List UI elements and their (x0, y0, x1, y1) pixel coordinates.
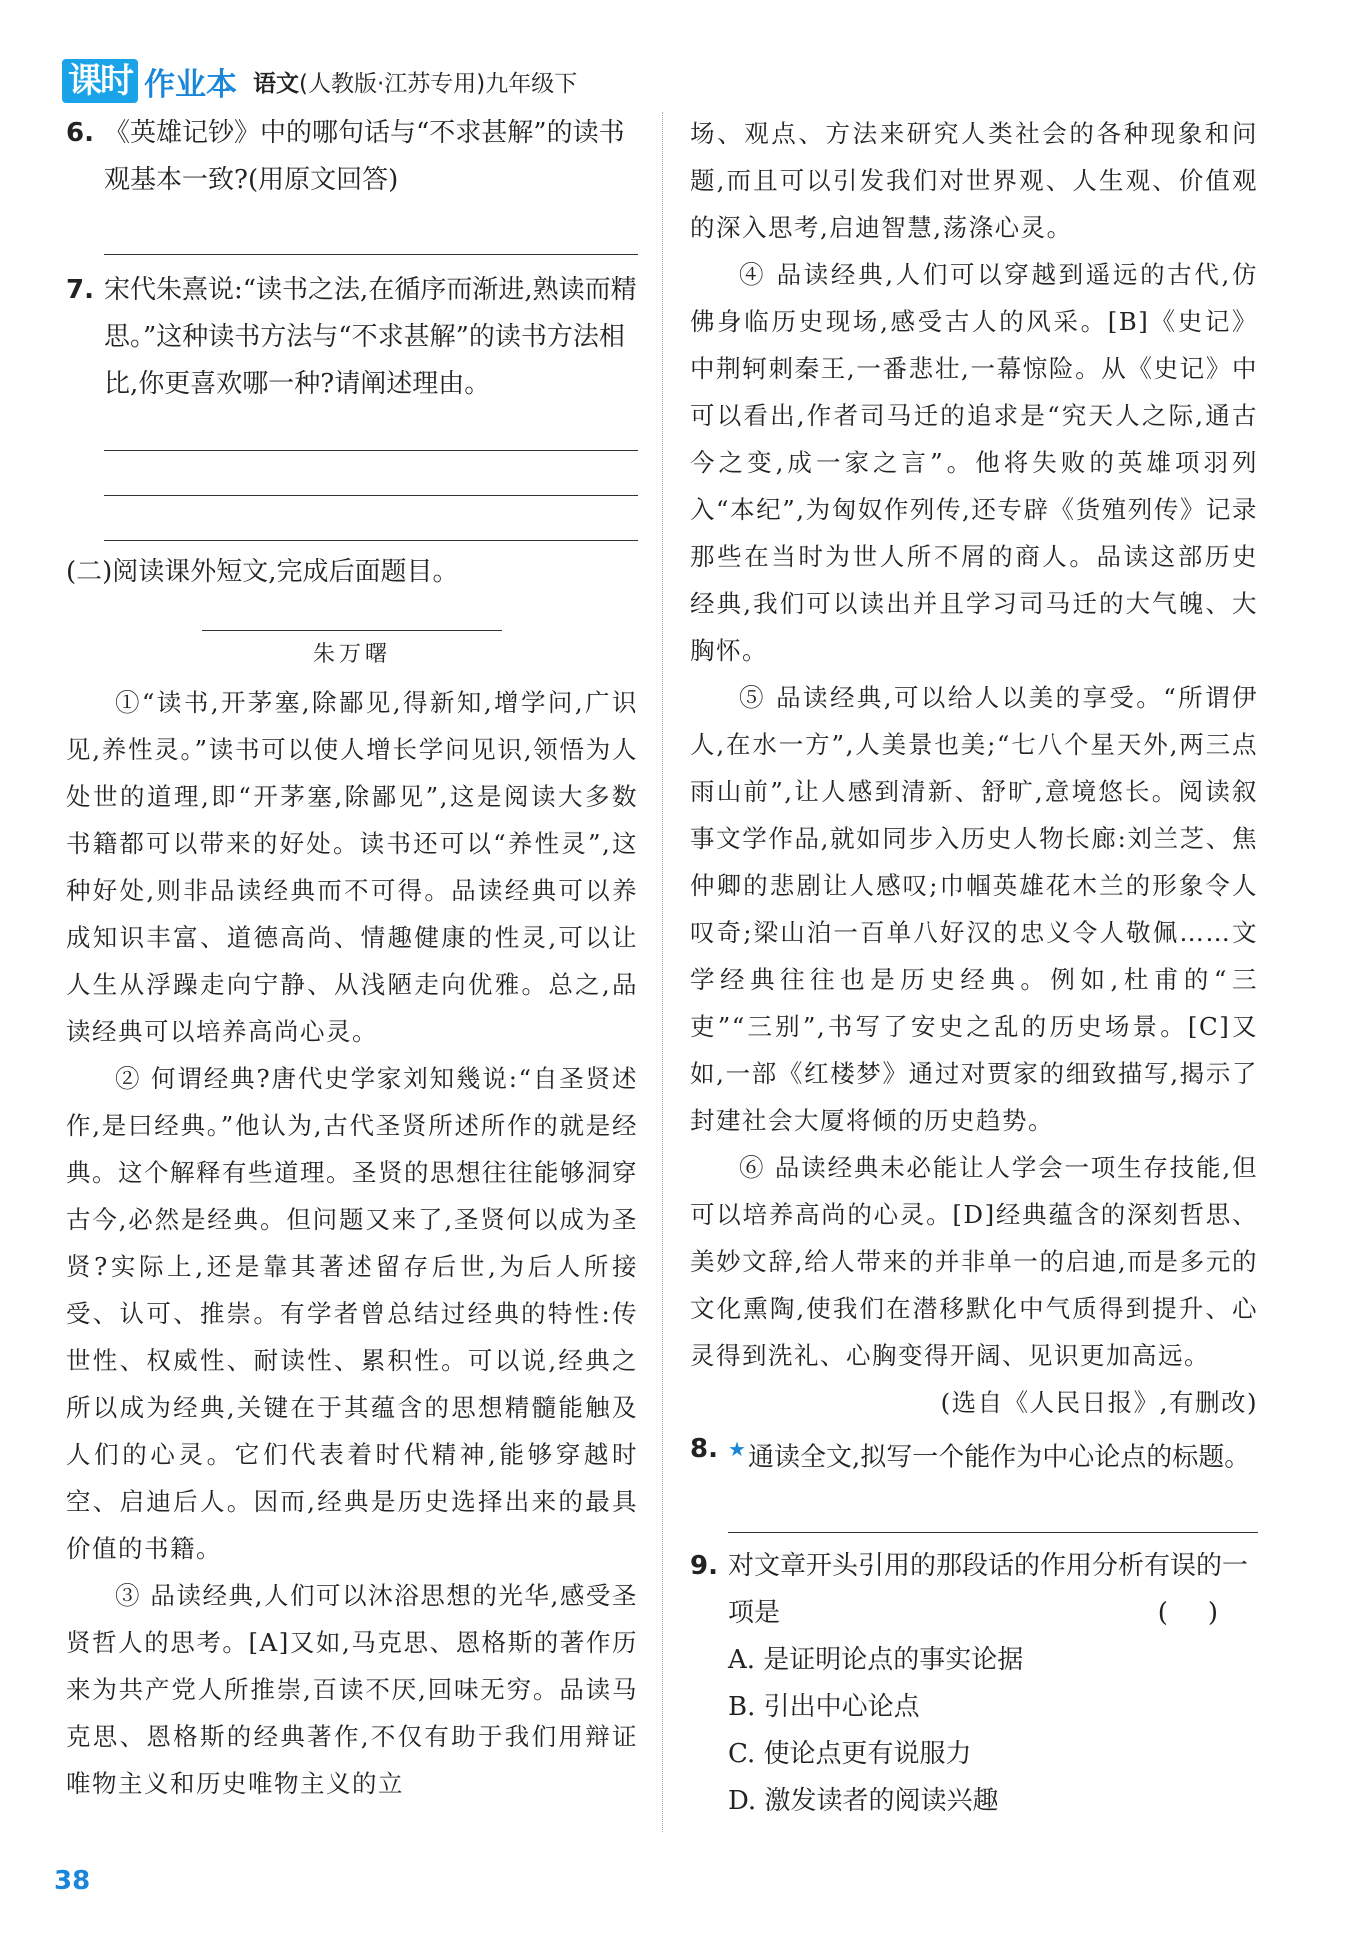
column-divider (662, 112, 663, 1832)
answer-line[interactable] (104, 451, 638, 496)
question-text: 《英雄记钞》中的哪句话与“不求甚解”的读书观基本一致?(用原文回答) (104, 118, 625, 195)
question-8 (690, 1426, 1258, 1482)
question-text: 宋代朱熹说:“读书之法,在循序而渐进,熟读而精思。”这种读书方法与“不求甚解”的读书方法相比,你更喜欢哪一种?请阐述理由。 (104, 275, 637, 399)
article-paragraph-5: ⑤ 品读经典,可以给人以美的享受。“所谓伊人,在水一方”,人美景也美;“七八个星天外,两三点雨山前”,让人感到清新、舒旷,意境悠长。阅读叙事文学作品,就如同步入历史人物长廊:刘兰芝、焦仲卿的悲剧让人感叹;巾帼英雄花木兰的形象令人叹奇;梁山泊一百单八好汉的忠义令人敬佩……文学经典往往也是历史经典。例如,杜甫的“三吏”“三别”,书写了安史之乱的历史场景。[C]又如,一部《红楼梦》通过对贾家的细致描写,揭示了封建社会大厦将倾的历史趋势。 (690, 683, 1258, 1135)
left-column (66, 110, 638, 1807)
question-text: 通读全文,拟写一个能作为中心论点的标题。 (747, 1442, 1251, 1473)
subject-edition: (人教版·江苏专用)九年级下 (299, 70, 578, 97)
answer-line[interactable] (104, 408, 638, 451)
question-7 (66, 267, 638, 408)
article-paragraph-2: ② 何谓经典?唐代史学家刘知幾说:“自圣贤述作,是曰经典。”他认为,古代圣贤所述所作的就是经典。这个解释有些道理。圣贤的思想往往能够洞穿古今,必然是经典。但问题又来了,圣贤何以成为圣贤?实际上,还是靠其著述留存后世,为后人所接受、认可、推崇。有学者曾总结过经典的特性:传世性、权威性、耐读性、累积性。可以说,经典之所以成为经典,关键在于其蕴含的思想精髓能触及人们的心灵。它们代表着时代精神,能够穿越时空、启迪后人。因而,经典是历史选择出来的最具价值的书籍。 (66, 1064, 638, 1563)
article-author: 朱万曙 (312, 642, 391, 667)
question-number: 7. (66, 275, 94, 305)
page-number: 38 (54, 1866, 91, 1896)
option-c[interactable]: C. 使论点更有说服力 (728, 1738, 972, 1769)
brand-word: 作业本 (144, 66, 237, 103)
article-paragraph-4: ④ 品读经典,人们可以穿越到遥远的古代,仿佛身临历史现场,感受古人的风采。[B]《史记》中荆轲刺秦王,一番悲壮,一幕惊险。从《史记》中可以看出,作者司马迁的追求是“究天人之际,通古今之变,成一家之言”。他将失败的英雄项羽列入“本纪”,为匈奴作列传,还专辟《货殖列传》记录那些在当时为世人所不屑的商人。品读这部历史经典,我们可以读出并且学习司马迁的大气魄、大胸怀。 (690, 260, 1258, 665)
answer-line[interactable] (104, 496, 638, 541)
title-blank-line[interactable] (202, 610, 502, 631)
right-column (690, 110, 1258, 1825)
article-source: (选自《人民日报》,有删改) (940, 1388, 1258, 1417)
question-number: 6. (66, 118, 94, 148)
question-6 (66, 110, 638, 204)
answer-line[interactable] (728, 1482, 1258, 1533)
brand-logo: 课时 (62, 59, 138, 103)
subject-name: 语文 (253, 70, 299, 97)
article-paragraph-3-continued: 场、观点、方法来研究人类社会的各种现象和问题,而且可以引发我们对世界观、人生观、价值观的深入思考,启迪智慧,荡涤心灵。 (690, 119, 1258, 242)
option-a[interactable]: A. 是证明论点的事实论据 (728, 1644, 1024, 1675)
article-paragraph-3: ③ 品读经典,人们可以沐浴思想的光华,感受圣贤哲人的思考。[A]又如,马克思、恩格斯的著作历来为共产党人所推崇,百读不厌,回味无穷。品读马克思、恩格斯的经典著作,不仅有助于我们用辩证唯物主义和历史唯物主义的立 (66, 1581, 638, 1798)
answer-bracket[interactable]: () (1157, 1597, 1258, 1628)
answer-line[interactable] (104, 204, 638, 255)
option-b[interactable]: B. 引出中心论点 (728, 1691, 920, 1722)
question-number: 8. (690, 1434, 718, 1464)
page-header (62, 58, 577, 104)
subject-label (253, 65, 577, 98)
question-number: 9. (690, 1550, 718, 1581)
article-paragraph-1: ①“读书,开茅塞,除鄙见,得新知,增学问,广识见,养性灵。”读书可以使人增长学问见识,领悟为人处世的道理,即“开茅塞,除鄙见”,这是阅读大多数书籍都可以带来的好处。读书还可以“养性灵”,这种好处,则非品读经典而不可得。品读经典可以养成知识丰富、道德高尚、情趣健康的性灵,可以让人生从浮躁走向宁静、从浅陋走向优雅。总之,品读经典可以培养高尚心灵。 (66, 688, 638, 1046)
options-list (728, 1637, 1258, 1825)
option-d[interactable]: D. 激发读者的阅读兴趣 (728, 1785, 999, 1816)
section-heading: (二)阅读课外短文,完成后面题目。 (66, 557, 459, 587)
question-9 (690, 1543, 1258, 1637)
article-paragraph-6: ⑥ 品读经典未必能让人学会一项生存技能,但可以培养高尚的心灵。[D]经典蕴含的深刻哲思、美妙文辞,给人带来的并非单一的启迪,而是多元的文化熏陶,使我们在潜移默化中气质得到提升、心灵得到洗礼、心胸变得开阔、见识更加高远。 (690, 1153, 1258, 1370)
star-icon: ★ (728, 1437, 746, 1461)
question-text: 对文章开头引用的那段话的作用分析有误的一项是 (728, 1550, 1249, 1628)
